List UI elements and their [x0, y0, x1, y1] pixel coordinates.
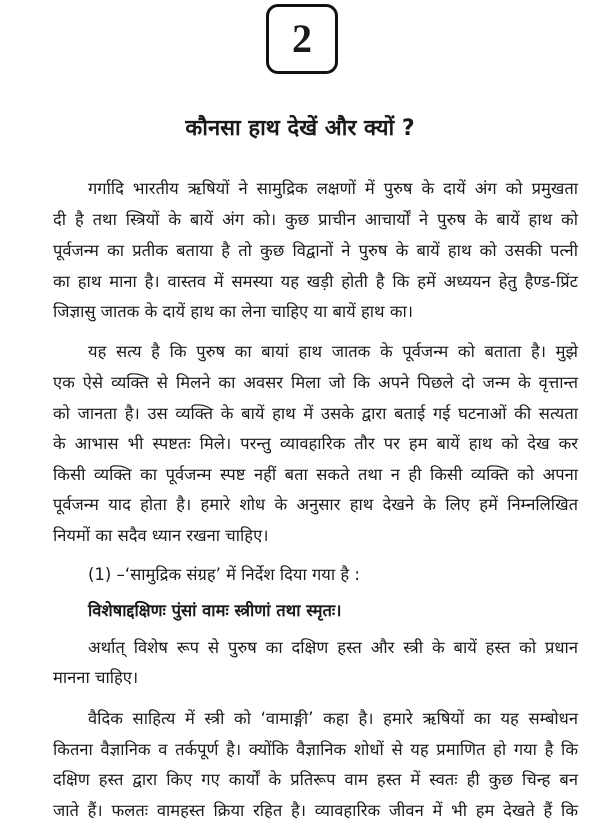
text-line: को जानता है। उस व्यक्ति के बायें हाथ में उसके द्वारा बताई गई घटनाओं की सत्यता	[53, 404, 578, 423]
text-line: का हाथ माना है। वास्तव में समस्या यह खड़ी होती है कि हमें अध्ययन हेतु हैण्ड-प्रिंट	[53, 272, 578, 291]
text-line: पूर्वजन्म याद होता है। हमारे शोध के अनुसार हाथ देखने के लिए हमें निम्नलिखित	[53, 495, 578, 514]
text-line: कितना वैज्ञानिक व तर्कपूर्ण है। क्योंकि वैज्ञानिक शोधों से यह प्रमाणित हो गया है कि	[53, 740, 578, 759]
text-line: किसी व्यक्ति का पूर्वजन्म स्पष्ट नहीं बता सकते तथा न ही किसी व्यक्ति को अपना	[53, 465, 578, 484]
sanskrit-verse: विशेषाद्दक्षिणः पुंसां वामः स्त्रीणां तथा स्मृतः।	[88, 601, 342, 620]
text-line: एक ऐसे व्यक्ति से मिलने का अवसर मिला जो कि अपने पिछले दो जन्म के वृत्तान्त	[53, 373, 578, 392]
chapter-title: कौनसा हाथ देखें और क्यों ?	[185, 116, 415, 141]
text-line: जाते हैं। फलतः वामहस्त क्रिया रहित है। व्यावहारिक जीवन में भी हम देखते हैं कि	[53, 801, 578, 820]
text-line: नियमों का सदैव ध्यान रखना चाहिए।	[53, 526, 269, 545]
chapter-number-box: 2	[266, 4, 338, 74]
text-line: मानना चाहिए।	[53, 668, 139, 687]
text-line: के आभास भी स्पष्टतः मिले। परन्तु व्यावहारिक तौर पर हम बायें हाथ को देख कर	[53, 434, 578, 453]
text-line: यह सत्य है कि पुरुष का बायां हाथ जातक के पूर्वजन्म को बताता है। मुझे	[88, 342, 578, 361]
text-line: अर्थात् विशेष रूप से पुरुष का दक्षिण हस्त और स्त्री के बायें हस्त को प्रधान	[88, 638, 578, 657]
text-line: वैदिक साहित्य में स्त्री को ‘वामाङ्गी’ कहा है। हमारे ऋषियों का यह सम्बोधन	[88, 709, 578, 728]
text-line: दक्षिण हस्त द्वारा किए गए कार्यों के प्रतिरूप वाम हस्त में स्वतः ही कुछ चिन्ह बन	[53, 770, 578, 789]
text-line: जिज्ञासु जातक के दायें हाथ का लेना चाहिए या बायें हाथ का।	[53, 302, 414, 321]
text-line: पूर्वजन्म का प्रतीक बताया है तो कुछ विद्वानों ने पुरुष के बायें हाथ को उसकी पत्नी	[53, 241, 578, 260]
text-line: गर्गादि भारतीय ऋषियों ने सामुद्रिक लक्षणों में पुरुष के दायें अंग को प्रमुखता	[88, 179, 578, 198]
text-line: दी है तथा स्त्रियों के बायें अंग को। कुछ प्राचीन आचार्यों ने पुरुष के बायें हाथ को	[53, 210, 578, 229]
rule-1-heading: (1) –‘सामुद्रिक संग्रह’ में निर्देश दिया गया है :	[88, 565, 360, 584]
